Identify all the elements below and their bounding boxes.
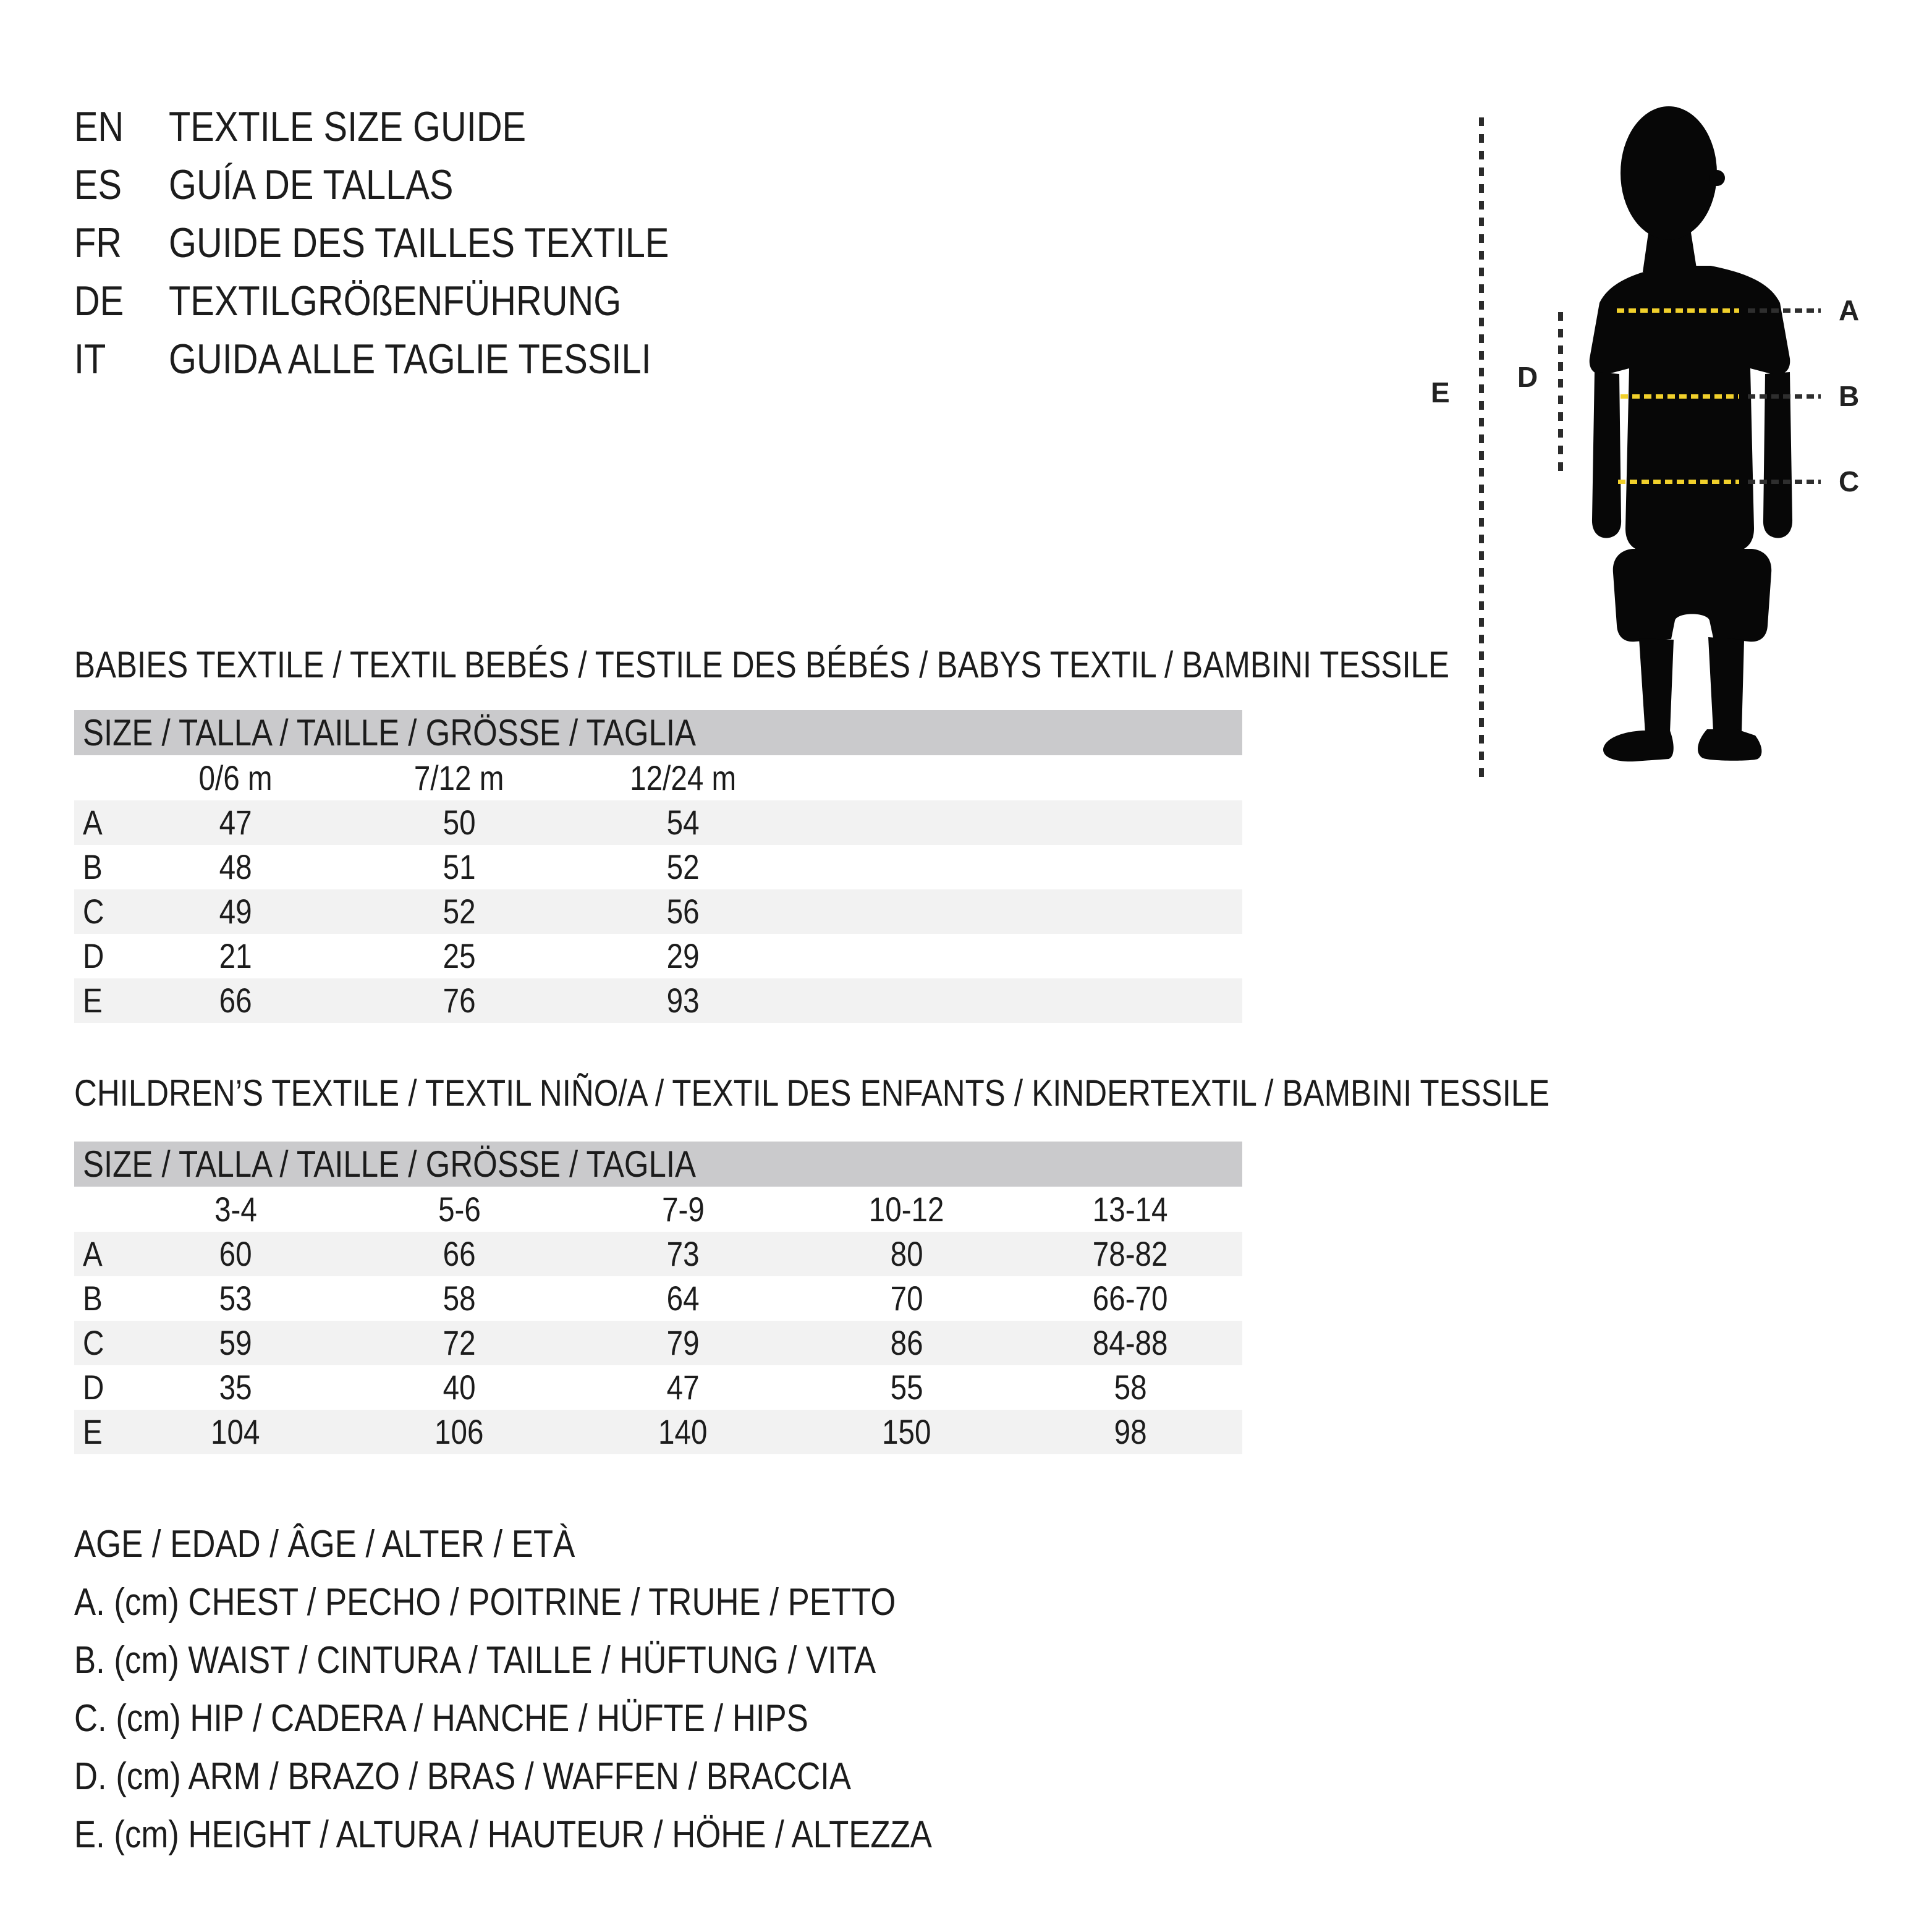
cell-value: 72 — [443, 1323, 476, 1362]
language-code-es: ES — [74, 161, 122, 208]
language-title-es: GUÍA DE TALLAS — [169, 161, 454, 208]
language-title-list — [74, 98, 757, 388]
cell-value: 64 — [666, 1279, 700, 1318]
children-row-B — [74, 1276, 1242, 1321]
children-column-header-row — [74, 1187, 1242, 1232]
children-row-E — [74, 1410, 1242, 1454]
babies-row-A — [74, 800, 1242, 845]
cell-value: 52 — [666, 847, 700, 886]
babies-size-table — [74, 710, 1242, 1023]
cell-value: 73 — [666, 1234, 700, 1273]
legend-height: E. (cm) HEIGHT / ALTURA / HAUTEUR / HÖHE / ALTEZZA — [74, 1813, 932, 1856]
language-code-fr: FR — [74, 219, 122, 266]
language-row-en — [74, 98, 757, 156]
cell-value: 66-70 — [1093, 1279, 1168, 1318]
cell-value: 53 — [219, 1279, 252, 1318]
babies-col-header: 0/6 m — [198, 758, 273, 797]
row-label: E — [83, 1412, 103, 1451]
cell-value: 86 — [890, 1323, 923, 1362]
row-label: A — [83, 803, 103, 842]
children-row-C — [74, 1321, 1242, 1365]
waist-line-yellow-dashes — [1621, 394, 1739, 399]
language-code-de: DE — [74, 278, 124, 324]
children-col-header: 10-12 — [869, 1190, 944, 1229]
cell-value: 140 — [658, 1412, 708, 1451]
cell-value: 106 — [434, 1412, 484, 1451]
babies-column-header-row — [74, 755, 1242, 800]
babies-row-E — [74, 978, 1242, 1023]
row-label: E — [83, 981, 103, 1020]
children-col-header: 13-14 — [1093, 1190, 1168, 1229]
cell-value: 80 — [890, 1234, 923, 1273]
cell-value: 84-88 — [1093, 1323, 1168, 1362]
cell-value: 79 — [666, 1323, 700, 1362]
babies-row-B — [74, 845, 1242, 889]
language-code-en: EN — [74, 103, 124, 150]
language-row-fr — [74, 214, 757, 272]
legend-waist: B. (cm) WAIST / CINTURA / TAILLE / HÜFTUNG / VITA — [74, 1639, 876, 1682]
children-section-heading: CHILDREN’S TEXTILE / TEXTIL NIÑO/A / TEXTIL DES ENFANTS / KINDERTEXTIL / BAMBINI TESSILE — [74, 1072, 1550, 1114]
cell-value: 59 — [219, 1323, 252, 1362]
cell-value: 49 — [219, 892, 252, 931]
cell-value: 76 — [443, 981, 476, 1020]
cell-value: 55 — [890, 1368, 923, 1407]
measurement-figure — [1409, 80, 1932, 816]
children-size-table — [74, 1142, 1242, 1454]
language-title-de: TEXTILGRÖßENFÜHRUNG — [169, 278, 622, 324]
legend-chest: A. (cm) CHEST / PECHO / POITRINE / TRUHE / PETTO — [74, 1581, 896, 1624]
language-row-de — [74, 272, 757, 330]
children-size-bar: SIZE / TALLA / TAILLE / GRÖSSE / TAGLIA — [74, 1142, 1242, 1187]
cell-value: 66 — [443, 1234, 476, 1273]
babies-col-header: 12/24 m — [630, 758, 736, 797]
cell-value: 21 — [219, 936, 252, 975]
cell-value: 56 — [666, 892, 700, 931]
babies-size-bar: SIZE / TALLA / TAILLE / GRÖSSE / TAGLIA — [74, 710, 1242, 755]
legend-age: AGE / EDAD / ÂGE / ALTER / ETÀ — [74, 1523, 575, 1566]
children-col-header: 3-4 — [214, 1190, 257, 1229]
row-label: D — [83, 1368, 104, 1407]
children-row-D — [74, 1365, 1242, 1410]
cell-value: 98 — [1114, 1412, 1147, 1451]
cell-value: 54 — [666, 803, 700, 842]
babies-col-header: 7/12 m — [414, 758, 504, 797]
language-row-it — [74, 330, 757, 388]
cell-value: 51 — [443, 847, 476, 886]
cell-value: 52 — [443, 892, 476, 931]
row-label: A — [83, 1234, 103, 1273]
cell-value: 50 — [443, 803, 476, 842]
children-col-header: 5-6 — [438, 1190, 481, 1229]
language-title-en: TEXTILE SIZE GUIDE — [169, 103, 527, 150]
language-code-it: IT — [74, 336, 106, 383]
figure-label-D: D — [1517, 361, 1538, 393]
row-label: D — [83, 936, 104, 975]
hip-line-yellow-dashes — [1618, 480, 1739, 484]
cell-value: 58 — [1114, 1368, 1147, 1407]
figure-label-B: B — [1839, 380, 1860, 412]
chest-line-yellow-dashes — [1617, 308, 1739, 313]
cell-value: 70 — [890, 1279, 923, 1318]
row-label: C — [83, 892, 104, 931]
figure-label-A: A — [1839, 294, 1860, 326]
row-label: B — [83, 847, 103, 886]
row-label: C — [83, 1323, 104, 1362]
cell-value: 47 — [219, 803, 252, 842]
cell-value: 48 — [219, 847, 252, 886]
cell-value: 150 — [882, 1412, 931, 1451]
cell-value: 93 — [666, 981, 700, 1020]
cell-value: 40 — [443, 1368, 476, 1407]
children-col-header: 7-9 — [661, 1190, 705, 1229]
children-row-A — [74, 1232, 1242, 1276]
cell-value: 29 — [666, 936, 700, 975]
language-title-fr: GUIDE DES TAILLES TEXTILE — [169, 219, 669, 266]
measurement-legend — [74, 1515, 1083, 1864]
cell-value: 104 — [211, 1412, 260, 1451]
waist-line-black-dashes — [1748, 394, 1821, 399]
babies-row-C — [74, 889, 1242, 934]
hip-line-black-dashes — [1748, 480, 1821, 484]
babies-section-heading: BABIES TEXTILE / TEXTIL BEBÉS / TESTILE DES BÉBÉS / BABYS TEXTIL / BAMBINI TESSILE — [74, 644, 1450, 685]
cell-value: 78-82 — [1093, 1234, 1168, 1273]
babies-row-D — [74, 934, 1242, 978]
cell-value: 58 — [443, 1279, 476, 1318]
cell-value: 60 — [219, 1234, 252, 1273]
cell-value: 35 — [219, 1368, 252, 1407]
legend-hip: C. (cm) HIP / CADERA / HANCHE / HÜFTE / HIPS — [74, 1697, 808, 1740]
row-label: B — [83, 1279, 103, 1318]
chest-line-black-dashes — [1748, 308, 1821, 313]
legend-arm: D. (cm) ARM / BRAZO / BRAS / WAFFEN / BRACCIA — [74, 1755, 852, 1798]
language-title-it: GUIDA ALLE TAGLIE TESSILI — [169, 336, 651, 383]
cell-value: 66 — [219, 981, 252, 1020]
language-row-es — [74, 156, 757, 214]
cell-value: 47 — [666, 1368, 700, 1407]
figure-label-C: C — [1839, 465, 1860, 498]
cell-value: 25 — [443, 936, 476, 975]
figure-label-E: E — [1431, 376, 1450, 409]
